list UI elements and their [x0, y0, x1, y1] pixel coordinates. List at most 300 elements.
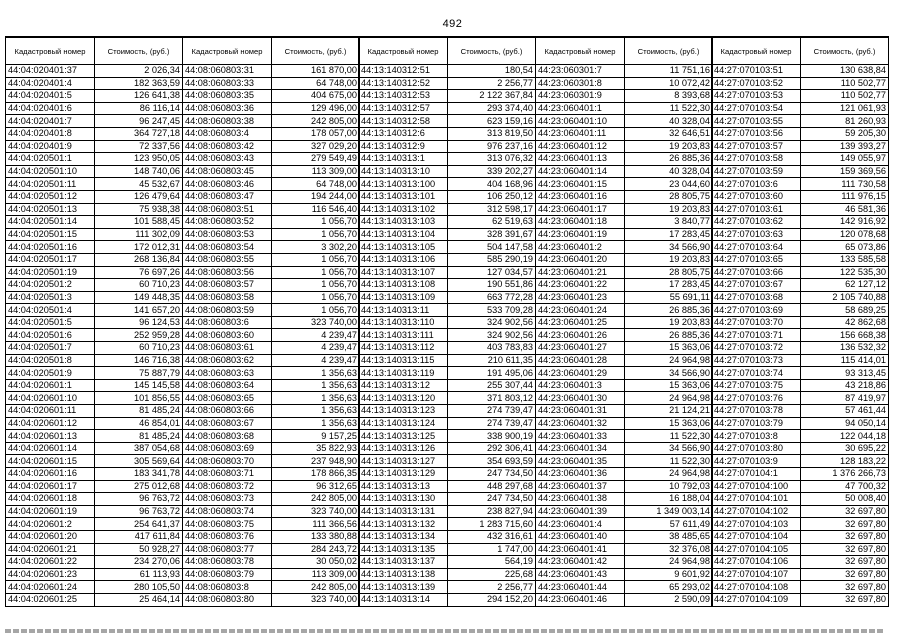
table-row — [359, 127, 536, 140]
cadastral-number-cell: 44:27:070103:61 — [712, 203, 801, 216]
table-row — [536, 65, 713, 78]
cost-cell: 417 611,84 — [95, 530, 183, 543]
cost-cell: 279 549,49 — [272, 153, 360, 166]
cost-cell: 81 485,24 — [95, 430, 183, 443]
cost-cell: 11 751,16 — [625, 65, 713, 78]
table-row — [359, 165, 536, 178]
cost-cell: 142 916,92 — [801, 216, 889, 229]
cadastral-number-cell: 44:08:060803:42 — [183, 140, 272, 153]
cost-cell: 1 283 715,60 — [448, 518, 536, 531]
cadastral-number-cell: 44:04:020601:23 — [6, 568, 95, 581]
cadastral-number-cell: 44:13:140313:126 — [359, 442, 448, 455]
cadastral-number-cell: 44:23:060401:11 — [536, 127, 625, 140]
table-row — [6, 190, 183, 203]
table-row — [712, 568, 889, 581]
cost-cell: 81 260,93 — [801, 115, 889, 128]
table-row — [6, 140, 183, 153]
cadastral-number-cell: 44:13:140313:13 — [359, 480, 448, 493]
table-row — [359, 115, 536, 128]
cost-cell: 75 887,79 — [95, 367, 183, 380]
table-row — [183, 493, 360, 506]
header-cost: Стоимость, (руб.) — [95, 37, 183, 65]
cadastral-number-cell: 44:27:070103:9 — [712, 455, 801, 468]
table-row — [183, 203, 360, 216]
cost-cell: 21 124,21 — [625, 405, 713, 418]
cost-cell: 178 057,00 — [272, 127, 360, 140]
table-header-row — [712, 37, 889, 65]
cost-cell: 533 709,28 — [448, 304, 536, 317]
cadastral-number-cell: 44:27:070103:51 — [712, 65, 801, 78]
table-row — [359, 65, 536, 78]
cadastral-number-cell: 44:08:060803:70 — [183, 455, 272, 468]
table-row — [536, 442, 713, 455]
cost-cell: 28 805,75 — [625, 190, 713, 203]
cadastral-number-cell: 44:23:060401:1 — [536, 102, 625, 115]
cadastral-number-cell: 44:13:140313:138 — [359, 568, 448, 581]
table-row — [6, 203, 183, 216]
cost-cell: 268 136,84 — [95, 253, 183, 266]
cadastral-number-cell: 44:23:060401:35 — [536, 455, 625, 468]
cadastral-number-cell: 44:04:020601:1 — [6, 379, 95, 392]
cost-cell: 126 479,64 — [95, 190, 183, 203]
cost-cell: 364 727,18 — [95, 127, 183, 140]
cadastral-number-cell: 44:04:020401:7 — [6, 115, 95, 128]
cost-cell: 62 127,12 — [801, 279, 889, 292]
cadastral-number-cell: 44:13:140313:106 — [359, 253, 448, 266]
cadastral-number-cell: 44:23:060401:16 — [536, 190, 625, 203]
cadastral-number-cell: 44:13:140313:100 — [359, 178, 448, 191]
table-row — [6, 228, 183, 241]
cost-cell: 3 302,20 — [272, 241, 360, 254]
cadastral-number-cell: 44:04:020501:1 — [6, 153, 95, 166]
table-row — [712, 379, 889, 392]
table-row — [359, 556, 536, 569]
cost-cell: 210 611,35 — [448, 354, 536, 367]
cost-cell: 38 485,65 — [625, 530, 713, 543]
table-row — [6, 153, 183, 166]
cadastral-number-cell: 44:27:070103:71 — [712, 329, 801, 342]
cadastral-number-cell: 44:08:060803:65 — [183, 392, 272, 405]
cadastral-number-cell: 44:13:140313:109 — [359, 291, 448, 304]
table-row — [712, 442, 889, 455]
table-row — [183, 455, 360, 468]
cost-cell: 2 590,09 — [625, 593, 713, 606]
cost-cell: 1 056,70 — [272, 253, 360, 266]
cost-cell: 55 691,11 — [625, 291, 713, 304]
cadastral-number-cell: 44:13:140312:53 — [359, 90, 448, 103]
cost-cell: 1 356,63 — [272, 379, 360, 392]
table-row — [536, 266, 713, 279]
table-row — [183, 190, 360, 203]
cadastral-number-cell: 44:23:060401:41 — [536, 543, 625, 556]
table-row — [183, 228, 360, 241]
cost-cell: 40 328,04 — [625, 115, 713, 128]
cost-cell: 34 566,90 — [625, 367, 713, 380]
table-row — [536, 102, 713, 115]
table-row — [536, 77, 713, 90]
cadastral-number-cell: 44:27:070103:67 — [712, 279, 801, 292]
cost-cell: 130 638,84 — [801, 65, 889, 78]
table-row — [359, 367, 536, 380]
cadastral-number-cell: 44:13:140313:132 — [359, 518, 448, 531]
cadastral-number-cell: 44:13:140312:6 — [359, 127, 448, 140]
cost-cell: 87 419,97 — [801, 392, 889, 405]
table-row — [712, 140, 889, 153]
cadastral-number-cell: 44:27:070103:53 — [712, 90, 801, 103]
cost-cell: 225,68 — [448, 568, 536, 581]
table-row — [536, 405, 713, 418]
cost-cell: 101 588,45 — [95, 216, 183, 229]
table-row — [359, 430, 536, 443]
table-row — [712, 115, 889, 128]
table-row — [359, 518, 536, 531]
table-row — [6, 165, 183, 178]
header-cost: Стоимость, (руб.) — [625, 37, 713, 65]
cost-cell: 305 569,64 — [95, 455, 183, 468]
table-row — [712, 190, 889, 203]
table-row — [359, 379, 536, 392]
table-row — [183, 342, 360, 355]
cadastral-number-cell: 44:23:060401:13 — [536, 153, 625, 166]
cost-cell: 8 393,68 — [625, 90, 713, 103]
table-row — [6, 90, 183, 103]
table-row — [6, 367, 183, 380]
cost-cell: 19 203,83 — [625, 140, 713, 153]
table-row — [536, 241, 713, 254]
cadastral-number-cell: 44:13:140313:129 — [359, 468, 448, 481]
cost-cell: 234 270,06 — [95, 556, 183, 569]
table-row — [536, 556, 713, 569]
cost-cell: 339 202,27 — [448, 165, 536, 178]
cadastral-number-cell: 44:13:140313:105 — [359, 241, 448, 254]
table-row — [712, 556, 889, 569]
cost-cell: 133 380,88 — [272, 530, 360, 543]
table-row — [536, 203, 713, 216]
cadastral-number-cell: 44:08:060803:61 — [183, 342, 272, 355]
table-row — [359, 153, 536, 166]
cost-cell: 3 840,77 — [625, 216, 713, 229]
table-row — [359, 480, 536, 493]
cost-cell: 25 464,14 — [95, 593, 183, 606]
cadastral-number-cell: 44:08:060803:4 — [183, 127, 272, 140]
cost-cell: 194 244,00 — [272, 190, 360, 203]
cadastral-number-cell: 44:13:140312:9 — [359, 140, 448, 153]
header-cadastral-number: Кадастровый номер — [712, 37, 801, 65]
header-cadastral-number: Кадастровый номер — [536, 37, 625, 65]
table-row — [359, 216, 536, 229]
cost-cell: 237 948,90 — [272, 455, 360, 468]
table-row — [536, 493, 713, 506]
cost-cell: 32 697,80 — [801, 518, 889, 531]
cadastral-number-cell: 44:04:020601:2 — [6, 518, 95, 531]
table-row — [6, 253, 183, 266]
table-row — [712, 354, 889, 367]
table-row — [712, 304, 889, 317]
cadastral-number-cell: 44:04:020601:13 — [6, 430, 95, 443]
cadastral-number-cell: 44:23:060401:32 — [536, 417, 625, 430]
cadastral-number-cell: 44:08:060803:57 — [183, 279, 272, 292]
cost-cell: 247 734,50 — [448, 493, 536, 506]
table-row — [183, 65, 360, 78]
cost-cell: 327 029,20 — [272, 140, 360, 153]
table-header-row — [359, 37, 536, 65]
table-row — [712, 505, 889, 518]
table-row — [536, 455, 713, 468]
cadastral-number-cell: 44:27:070103:55 — [712, 115, 801, 128]
cadastral-number-cell: 44:23:060401:26 — [536, 329, 625, 342]
table-row — [6, 518, 183, 531]
cadastral-number-cell: 44:04:020501:2 — [6, 279, 95, 292]
table-row — [359, 279, 536, 292]
cadastral-number-cell: 44:08:060803:59 — [183, 304, 272, 317]
cadastral-number-cell: 44:13:140313:104 — [359, 228, 448, 241]
cost-cell: 354 693,59 — [448, 455, 536, 468]
table-row — [359, 228, 536, 241]
cadastral-number-cell: 44:04:020601:25 — [6, 593, 95, 606]
cost-cell: 255 307,44 — [448, 379, 536, 392]
cadastral-number-cell: 44:27:070103:65 — [712, 253, 801, 266]
table-row — [183, 405, 360, 418]
cadastral-number-cell: 44:23:060401:30 — [536, 392, 625, 405]
cost-cell: 57 611,49 — [625, 518, 713, 531]
cost-cell: 4 239,47 — [272, 329, 360, 342]
cost-cell: 19 203,83 — [625, 316, 713, 329]
cadastral-number-cell: 44:08:060803:63 — [183, 367, 272, 380]
page-number: 492 — [442, 18, 463, 30]
cadastral-number-cell: 44:27:070103:68 — [712, 291, 801, 304]
cost-cell: 324 902,56 — [448, 329, 536, 342]
table-row — [6, 115, 183, 128]
cadastral-number-cell: 44:08:060803:64 — [183, 379, 272, 392]
header-cost: Стоимость, (руб.) — [448, 37, 536, 65]
cadastral-number-cell: 44:04:020401:6 — [6, 102, 95, 115]
table-row — [6, 127, 183, 140]
table-row — [359, 102, 536, 115]
cost-cell: 60 710,23 — [95, 342, 183, 355]
cost-cell: 35 822,93 — [272, 442, 360, 455]
table-row — [183, 253, 360, 266]
cadastral-number-cell: 44:08:060803:66 — [183, 405, 272, 418]
cost-cell: 1 356,63 — [272, 367, 360, 380]
cadastral-number-cell: 44:04:020401:4 — [6, 77, 95, 90]
table-row — [6, 178, 183, 191]
table-row — [536, 140, 713, 153]
cadastral-number-cell: 44:23:060401:31 — [536, 405, 625, 418]
cadastral-table-2 — [182, 36, 360, 607]
cost-cell: 26 885,36 — [625, 304, 713, 317]
cost-cell: 40 328,04 — [625, 165, 713, 178]
cost-cell: 1 056,70 — [272, 304, 360, 317]
cost-cell: 238 827,94 — [448, 505, 536, 518]
cadastral-number-cell: 44:08:060803:79 — [183, 568, 272, 581]
table-row — [359, 593, 536, 606]
cadastral-number-cell: 44:27:070103:75 — [712, 379, 801, 392]
table-row — [536, 216, 713, 229]
table-row — [536, 568, 713, 581]
cost-cell: 1 056,70 — [272, 228, 360, 241]
table-row — [183, 468, 360, 481]
cadastral-number-cell: 44:23:060401:10 — [536, 115, 625, 128]
table-row — [183, 304, 360, 317]
table-row — [183, 216, 360, 229]
cadastral-number-cell: 44:13:140313:127 — [359, 455, 448, 468]
table-row — [6, 77, 183, 90]
table-row — [712, 102, 889, 115]
cadastral-number-cell: 44:13:140313:110 — [359, 316, 448, 329]
cadastral-number-cell: 44:27:070103:63 — [712, 228, 801, 241]
cost-cell: 280 105,50 — [95, 581, 183, 594]
table-row — [359, 543, 536, 556]
cadastral-number-cell: 44:13:140313:111 — [359, 329, 448, 342]
table-row — [183, 392, 360, 405]
cadastral-number-cell: 44:27:070103:52 — [712, 77, 801, 90]
cadastral-number-cell: 44:04:020501:3 — [6, 291, 95, 304]
cost-cell: 403 783,83 — [448, 342, 536, 355]
table-row — [712, 518, 889, 531]
cost-cell: 146 716,38 — [95, 354, 183, 367]
table-row — [183, 505, 360, 518]
cadastral-number-cell: 44:04:020501:14 — [6, 216, 95, 229]
cadastral-number-cell: 44:23:060401:12 — [536, 140, 625, 153]
cost-cell: 242 805,00 — [272, 115, 360, 128]
cadastral-number-cell: 44:13:140313:139 — [359, 581, 448, 594]
cost-cell: 45 532,67 — [95, 178, 183, 191]
cadastral-number-cell: 44:23:060401:25 — [536, 316, 625, 329]
table-row — [712, 480, 889, 493]
cost-cell: 60 710,23 — [95, 279, 183, 292]
cadastral-number-cell: 44:08:060803:53 — [183, 228, 272, 241]
cost-cell: 172 012,31 — [95, 241, 183, 254]
cost-cell: 312 598,17 — [448, 203, 536, 216]
table-row — [359, 90, 536, 103]
cost-cell: 43 218,86 — [801, 379, 889, 392]
table-row — [183, 518, 360, 531]
table-row — [6, 316, 183, 329]
cost-cell: 242 805,00 — [272, 581, 360, 594]
cadastral-table-1 — [5, 36, 183, 607]
cadastral-number-cell: 44:27:070103:80 — [712, 442, 801, 455]
cost-cell: 432 316,61 — [448, 530, 536, 543]
cost-cell: 1 376 266,73 — [801, 468, 889, 481]
cost-cell: 133 585,58 — [801, 253, 889, 266]
cadastral-number-cell: 44:27:070103:74 — [712, 367, 801, 380]
cadastral-number-cell: 44:23:060401:29 — [536, 367, 625, 380]
cadastral-number-cell: 44:08:060803:68 — [183, 430, 272, 443]
cost-cell: 113 309,00 — [272, 568, 360, 581]
cadastral-number-cell: 44:08:060803:58 — [183, 291, 272, 304]
cost-cell: 24 964,98 — [625, 392, 713, 405]
cost-cell: 338 900,19 — [448, 430, 536, 443]
table-row — [359, 442, 536, 455]
cadastral-number-cell: 44:04:020501:5 — [6, 316, 95, 329]
table-row — [6, 417, 183, 430]
cadastral-number-cell: 44:04:020501:12 — [6, 190, 95, 203]
cost-cell: 404 168,96 — [448, 178, 536, 191]
cost-cell: 46 854,01 — [95, 417, 183, 430]
cost-cell: 9 157,25 — [272, 430, 360, 443]
cadastral-number-cell: 44:27:070103:78 — [712, 405, 801, 418]
cost-cell: 34 566,90 — [625, 442, 713, 455]
cost-cell: 96 247,45 — [95, 115, 183, 128]
cadastral-number-cell: 44:04:020401:5 — [6, 90, 95, 103]
table-row — [712, 90, 889, 103]
cost-cell: 564,19 — [448, 556, 536, 569]
cadastral-number-cell: 44:04:020601:14 — [6, 442, 95, 455]
table-row — [536, 468, 713, 481]
table-row — [183, 430, 360, 443]
cost-cell: 120 078,68 — [801, 228, 889, 241]
cost-cell: 96 763,72 — [95, 493, 183, 506]
cadastral-number-cell: 44:08:060803:54 — [183, 241, 272, 254]
table-row — [712, 153, 889, 166]
cost-cell: 32 697,80 — [801, 581, 889, 594]
cadastral-number-cell: 44:08:060803:69 — [183, 442, 272, 455]
cost-cell: 10 792,03 — [625, 480, 713, 493]
table-row — [712, 203, 889, 216]
table-row — [536, 543, 713, 556]
cost-cell: 94 050,14 — [801, 417, 889, 430]
cadastral-number-cell: 44:04:020601:20 — [6, 530, 95, 543]
cadastral-number-cell: 44:04:020501:8 — [6, 354, 95, 367]
cost-cell: 47 700,32 — [801, 480, 889, 493]
cadastral-table-3 — [358, 36, 536, 607]
cadastral-number-cell: 44:13:140312:57 — [359, 102, 448, 115]
table-row — [6, 505, 183, 518]
table-row — [183, 165, 360, 178]
cadastral-number-cell: 44:13:140313:134 — [359, 530, 448, 543]
cost-cell: 274 739,47 — [448, 417, 536, 430]
cadastral-number-cell: 44:27:070104:108 — [712, 581, 801, 594]
cost-cell: 113 309,00 — [272, 165, 360, 178]
table-row — [712, 216, 889, 229]
bottom-edge-artifact — [5, 629, 885, 633]
cadastral-number-cell: 44:08:060803:46 — [183, 178, 272, 191]
cadastral-number-cell: 44:23:060401:37 — [536, 480, 625, 493]
table-row — [712, 65, 889, 78]
cost-cell: 96 763,72 — [95, 505, 183, 518]
table-row — [536, 178, 713, 191]
table-row — [536, 367, 713, 380]
cadastral-number-cell: 44:13:140313:130 — [359, 493, 448, 506]
table-row — [712, 77, 889, 90]
table-row — [536, 392, 713, 405]
table-row — [712, 291, 889, 304]
table-row — [183, 90, 360, 103]
table-row — [712, 581, 889, 594]
cadastral-number-cell: 44:23:060401:19 — [536, 228, 625, 241]
cost-cell: 101 856,55 — [95, 392, 183, 405]
cadastral-number-cell: 44:04:020401:8 — [6, 127, 95, 140]
cadastral-number-cell: 44:27:070103:54 — [712, 102, 801, 115]
cadastral-number-cell: 44:13:140313:12 — [359, 379, 448, 392]
cadastral-number-cell: 44:04:020501:9 — [6, 367, 95, 380]
cadastral-number-cell: 44:27:070104:109 — [712, 593, 801, 606]
cost-cell: 30 695,22 — [801, 442, 889, 455]
cadastral-number-cell: 44:27:070103:69 — [712, 304, 801, 317]
table-row — [536, 279, 713, 292]
table-row — [183, 354, 360, 367]
table-row — [536, 153, 713, 166]
cost-cell: 623 159,16 — [448, 115, 536, 128]
cost-cell: 180,54 — [448, 65, 536, 78]
cost-cell: 57 461,44 — [801, 405, 889, 418]
table-row — [712, 405, 889, 418]
cost-cell: 111 730,58 — [801, 178, 889, 191]
cadastral-number-cell: 44:04:020601:15 — [6, 455, 95, 468]
table-row — [6, 291, 183, 304]
cadastral-number-cell: 44:04:020501:7 — [6, 342, 95, 355]
cost-cell: 96 124,53 — [95, 316, 183, 329]
